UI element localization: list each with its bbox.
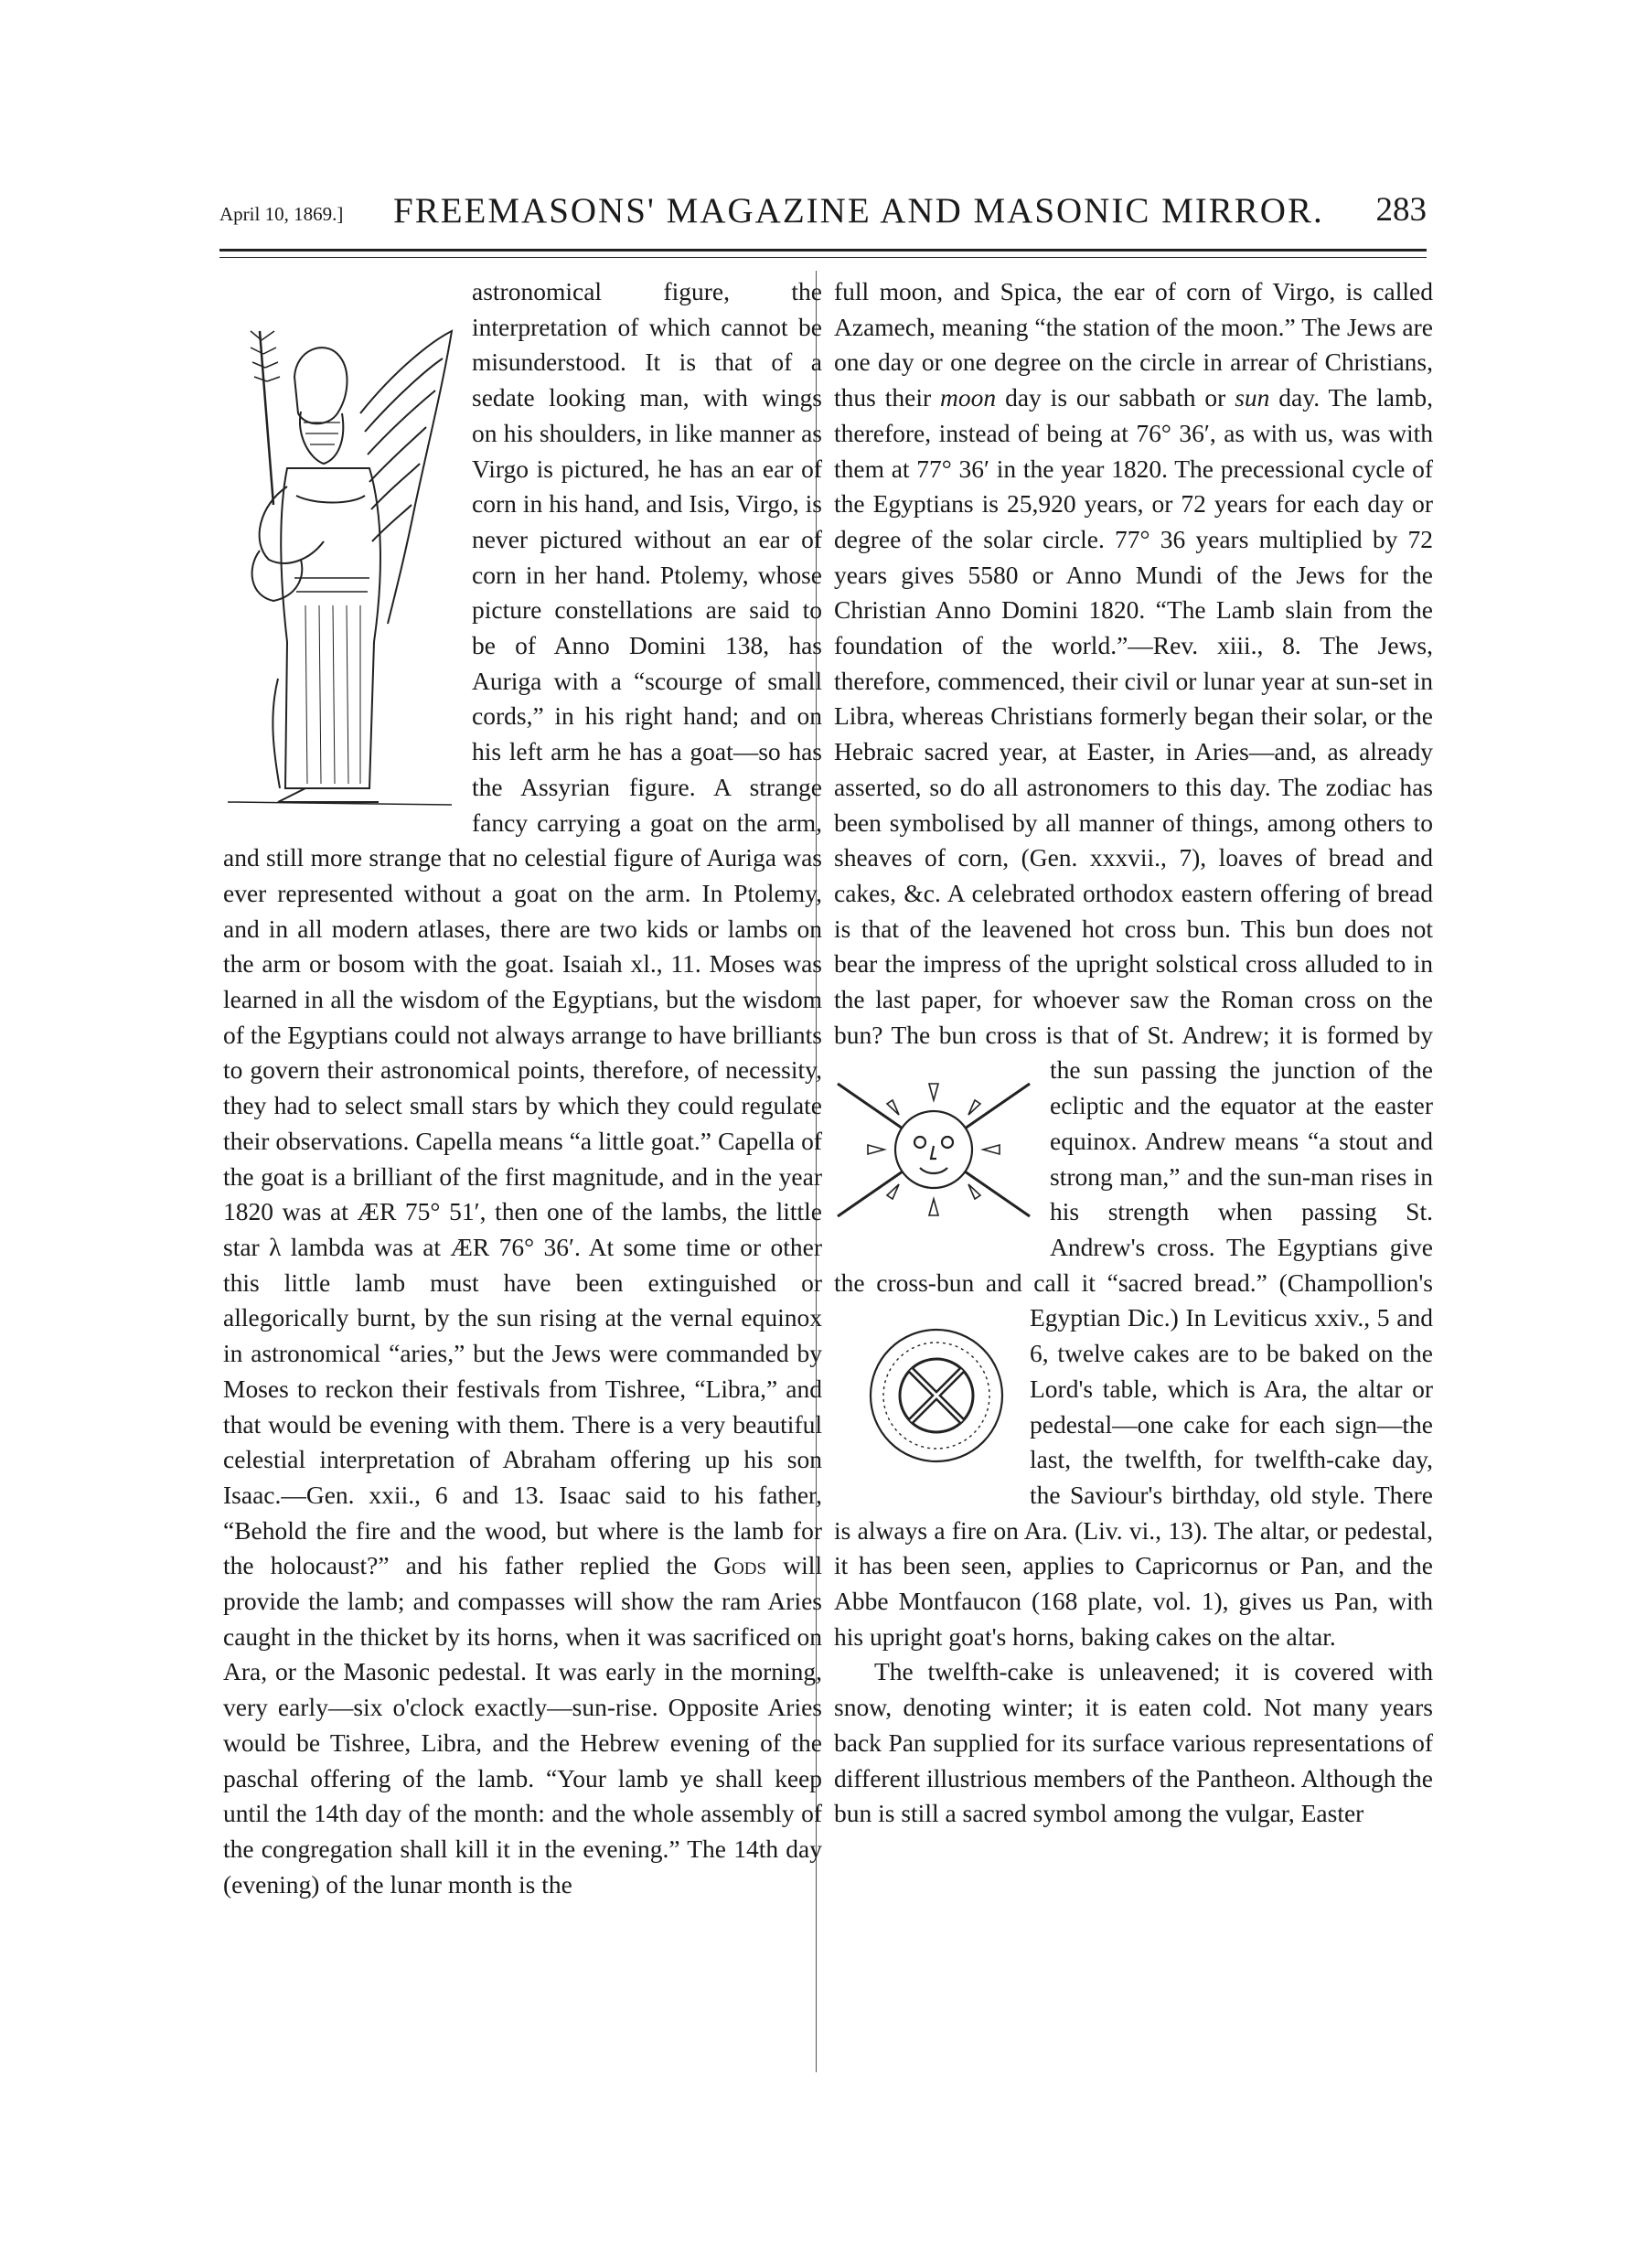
right-text-c: day. The lamb, therefore, instead of being at 76° 36′, as with us, was with them at 77° 36′ in the year 1820. The precessional cycle of the Egyptians is 25,920 years, or 72 years for each day or degree of the solar circle. 77° 36 years multiplied by 72 years gives 5580 or Anno Mundi of the Jews for the Christian Anno Domini 1820. “The Lamb slain from the foundation of the world.”—Rev. xiii., 8. The Jews, therefore, commenced, their civil or lunar year at sun-set in Libra, whereas Christians formerly began their solar, or the Hebraic sacred year, at Easter, in Aries—and, as already asserted, so do all astronomers to this day. The zodiac has been symbolised by all manner of things, among others to sheaves of corn, (Gen. xxxvii., 7), loaves of bread and cakes, &c. A celebrated orthodox eastern offering of bread is that of the leavened hot cross bun. This bun does not bear the impress of the upright solstical cross alluded to in the last paper, for whoever saw the Roman cross on the bun? The bun cross is that of St. Andrew; (834, 383, 1433, 1049)
right-text-d: it is formed by the sun passing the junction of the ecliptic and the equator at the easter equinox. Andrew means “a stout and strong man,” and the sun-man rises in his strength when passing St. Andrew's cross. The Egyptians give the cross-bun and call it “sacred bread.” (Champollion's (834, 1020, 1433, 1297)
word-moon: moon (940, 383, 997, 412)
magazine-title: FREEMASONS' MAGAZINE AND MASONIC MIRROR. (393, 191, 1324, 230)
header-rule-thick (219, 249, 1427, 251)
right-paragraph-2: The twelfth-cake is unleavened; it is covered with snow, denoting winter; it is eaten cold. Not many years back Pan supplied for its surface various representations of different illustrious members of the Pantheon. Although the bun is still a sacred symbol among the vulgar, Easter (834, 1657, 1433, 1828)
issue-date: April 10, 1869.] (219, 203, 344, 225)
header-rule-thin (219, 257, 1427, 258)
right-text-e: Egyptian Dic.) In Leviticus xxiv., 5 and 6, twelve cakes are to be baked on the Lord's table, which is Ara, the altar or pedestal—one cake for each sign—the last, the twelfth, for twelfth-cake day, the Saviour's birthday, old style. There is always a fire on Ara. (Liv. vi., 13). The altar, or pedestal, it has been seen, applies to Capricornus or Pan, and the Abbe Montfaucon (168 plate, vol. 1), gives us Pan, with his upright goat's horns, baking cakes on the altar. (834, 1303, 1433, 1651)
page-number: 283 (1375, 191, 1427, 229)
page-header (219, 183, 1427, 238)
right-text-a: full moon, and Spica, the ear of corn of Virgo, is called Azamech, meaning “the station of the moon.” The Jews are one day or one degree on the circle in arrear of Christians, thus their (834, 277, 1433, 412)
sun-face-with-saltire-cross-icon (829, 1056, 1039, 1239)
right-text-b: day is our sabbath or (996, 383, 1235, 412)
winged-assyrian-figure-icon (223, 276, 459, 808)
left-text-tail: will provide the lamb; and compasses will show the ram Aries caught in the thicket by its horns, when it was sacrificed on Ara, or the Masonic pedestal. It was early in the morning, very early—six o'clock exactly—sun-rise. Opposite Aries would be Tishree, Libra, and the Hebrew evening of the paschal offering of the lamb. “Your lamb ye shall keep until the 14th day of the month: and the whole assembly of the congregation shall kill it in the evening.” The 14th day (evening) of the lunar month is the (223, 1551, 823, 1899)
gods-small-caps: Gods (713, 1551, 767, 1580)
cross-bun-icon (854, 1304, 1019, 1487)
left-text-lead: astronomical figure, the interpretation of which cannot be misunderstood. It is that of a sedate looking man, with wings on his shoulders, in like manner as Virgo is pictured, he has an ear of corn in his hand, and Isis, Virgo, is never pictured without an ear of corn in her hand. Ptolemy, whose picture constellations are said to be of Anno Domini 138, has Auriga with a “scourge of small cords,” in his right hand; and on his left arm he has a goat—so has the Assyrian figure. A strange fancy carrying a goat on the arm, and still more strange that no celestial figure of Auriga was ever represented without a goat on the arm. In Ptolemy, and in all modern atlases, there are two kids or lambs on the arm or bosom with the goat. Isaiah xl., 11. Moses was learned in all the wisdom of the Egyptians, but the wisdom of the Egyptians could not always arrange to have brilliants to govern their astronomical points, therefore, of necessity, they had to select small stars by which they could regulate their observations. Capella means “a little goat.” Capella of the goat is a brilliant of the first magnitude, and in the year 1820 was at ÆR 75° 51′, then one of the lambs, the little star λ lambda was at ÆR 76° 36′. At some time or other this little lamb must have been extinguished or allegorically burnt, by the sun rising at the vernal equinox in astronomical “aries,” but the Jews were commanded by Moses to reckon their festivals from Tishree, “Libra,” and that would be evening with them. There is a very beautiful celestial interpretation of Abraham offering up his son Isaac.—Gen. xxii., 6 and 13. Isaac said to his father, “Behold the fire and the wood, but where is the lamb for the holocaust?” and his father replied the (223, 277, 822, 1580)
right-column (834, 274, 1433, 1832)
left-column (223, 274, 822, 1902)
word-sun: sun (1235, 383, 1270, 412)
